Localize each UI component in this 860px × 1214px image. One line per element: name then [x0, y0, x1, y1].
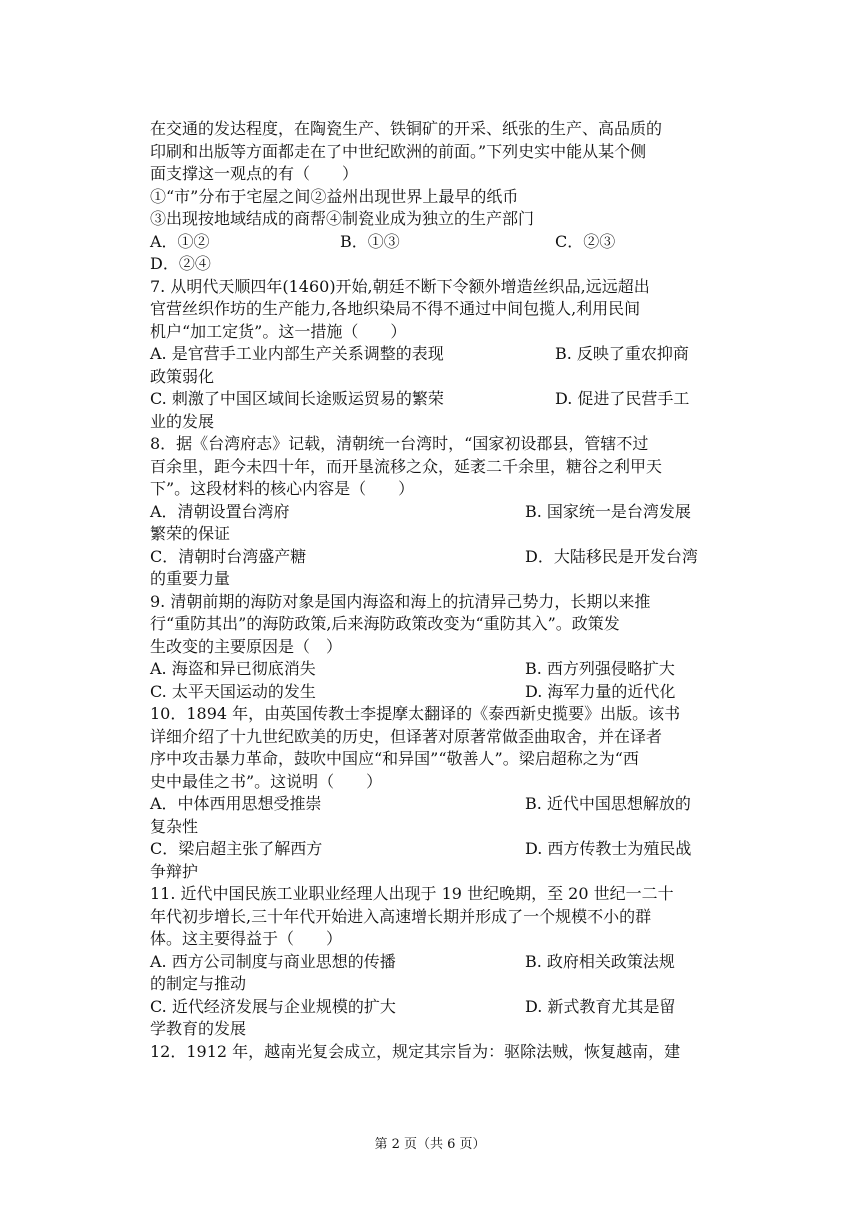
option-c: C. 刺激了中国区域间长途贩运贸易的繁荣 — [150, 389, 444, 408]
option-d: D. 海军力量的近代化 — [525, 681, 676, 701]
option-d-wrap: 学教育的发展 — [150, 1019, 247, 1038]
question-line: 序中攻击暴力革命，鼓吹中国应“和异国”“敬善人”。梁启超称之为“西 — [150, 749, 639, 768]
option-a: A．清朝设置台湾府 — [150, 501, 290, 521]
question-line: 行“重防其出”的海防政策,后来海防政策改变为“重防其入”。政策发 — [150, 614, 620, 633]
option-c: C．梁启超主张了解西方 — [150, 839, 323, 858]
option-a: A. 海盗和异已彻底消失 — [150, 659, 316, 678]
option-c: C. 近代经济发展与企业规模的扩大 — [150, 996, 396, 1016]
question-line: 官营丝织作坊的生产能力,各地织染局不得不通过中间包揽人,利用民间 — [150, 299, 641, 318]
question-line: 机户“加工定货”。这一措施（ ） — [150, 321, 407, 341]
option-b-wrap: 的制定与推动 — [150, 974, 247, 993]
question-line: 体。这主要得益于（ ） — [150, 929, 343, 948]
question-line: 年代初步增长,三十年代开始进入高速增长期并形成了一个规模不小的群 — [150, 906, 652, 926]
option-b-wrap: 复杂性 — [150, 816, 199, 836]
question-line: 7. 从明代天顺四年(1460)开始,朝廷不断下令额外增造丝织品,远远超出 — [150, 276, 650, 296]
option-b-wrap: 繁荣的保证 — [150, 524, 231, 543]
question-line: 8．据《台湾府志》记载，清朝统一台湾时，“国家初设郡县，管辖不过 — [150, 434, 649, 453]
option-b-wrap: 政策弱化 — [150, 366, 215, 386]
question-line: ①“市”分布于宅屋之间②益州出现世界上最早的纸币 — [150, 186, 519, 206]
question-line: 9. 清朝前期的海防对象是国内海盗和海上的抗清异己势力，长期以来推 — [150, 591, 651, 611]
option-c: C．清朝时台湾盛产糖 — [150, 546, 307, 566]
option-c: C．②③ — [555, 231, 616, 251]
option-b: B. 政府相关政策法规 — [525, 951, 675, 971]
option-row — [150, 546, 715, 569]
option-d: D. 促进了民营手工 — [555, 389, 690, 408]
option-a: A．①② — [150, 231, 210, 251]
option-b: B. 反映了重农抑商 — [555, 344, 689, 363]
page-footer: 第 2 页（共 6 页） — [374, 1137, 486, 1152]
option-row — [150, 996, 715, 1019]
option-row — [150, 793, 715, 816]
option-b: B. 近代中国思想解放的 — [525, 794, 691, 813]
option-row — [150, 951, 715, 974]
option-b: B. 西方列强侵略扩大 — [525, 659, 675, 678]
question-line: 生改变的主要原因是（ ） — [150, 636, 343, 656]
question-line: ③出现按地域结成的商帮④制瓷业成为独立的生产部门 — [150, 209, 535, 228]
option-d: D．大陆移民是开发台湾 — [525, 546, 698, 566]
question-line: 10．1894 年，由英国传教士李提摩太翻译的《泰西新史揽要》出版。该书 — [150, 704, 681, 723]
option-d: D. 新式教育尤其是留 — [525, 996, 676, 1016]
option-row — [150, 388, 715, 411]
question-line: 11. 近代中国民族工业职业经理人出现于 19 世纪晚期，至 20 世纪一二十 — [150, 884, 674, 903]
option-d-wrap: 争辩护 — [150, 861, 199, 881]
question-line: 面支撑这一观点的有（ ） — [150, 164, 359, 183]
option-b: B．①③ — [340, 231, 400, 251]
question-line: 印刷和出版等方面都走在了中世纪欧洲的前面。”下列史实中能从某个侧 — [150, 141, 647, 161]
option-b: B. 国家统一是台湾发展 — [525, 501, 691, 521]
option-d: D．②④ — [150, 254, 211, 273]
option-a: A．中体西用思想受推崇 — [150, 794, 322, 813]
option-row — [150, 501, 715, 524]
option-d: D. 西方传教士为殖民战 — [525, 839, 692, 858]
option-row — [150, 681, 715, 704]
option-row — [150, 658, 715, 681]
option-row — [150, 838, 715, 861]
question-line: 在交通的发达程度，在陶瓷生产、铁铜矿的开采、纸张的生产、高品质的 — [150, 119, 663, 138]
option-a: A. 西方公司制度与商业思想的传播 — [150, 951, 396, 971]
option-d-wrap: 的重要力量 — [150, 569, 231, 588]
question-line: 史中最佳之书”。这说明（ ） — [150, 771, 383, 791]
question-content — [150, 118, 715, 1063]
question-line: 详细介绍了十九世纪欧美的历史，但译著对原著常做歪曲取舍，并在译者 — [150, 726, 663, 746]
option-row — [150, 343, 715, 366]
option-d-wrap: 业的发展 — [150, 411, 215, 431]
option-row — [150, 231, 715, 254]
option-a: A. 是官营手工业内部生产关系调整的表现 — [150, 344, 444, 363]
question-line: 百余里，距今未四十年，而开垦流移之众，延袤二千余里，糖谷之利甲天 — [150, 456, 663, 476]
option-c: C. 太平天国运动的发生 — [150, 681, 316, 701]
question-line: 下”。这段材料的核心内容是（ ） — [150, 479, 415, 498]
question-line: 12．1912 年，越南光复会成立，规定其宗旨为：驱除法贼，恢复越南，建 — [150, 1041, 681, 1061]
